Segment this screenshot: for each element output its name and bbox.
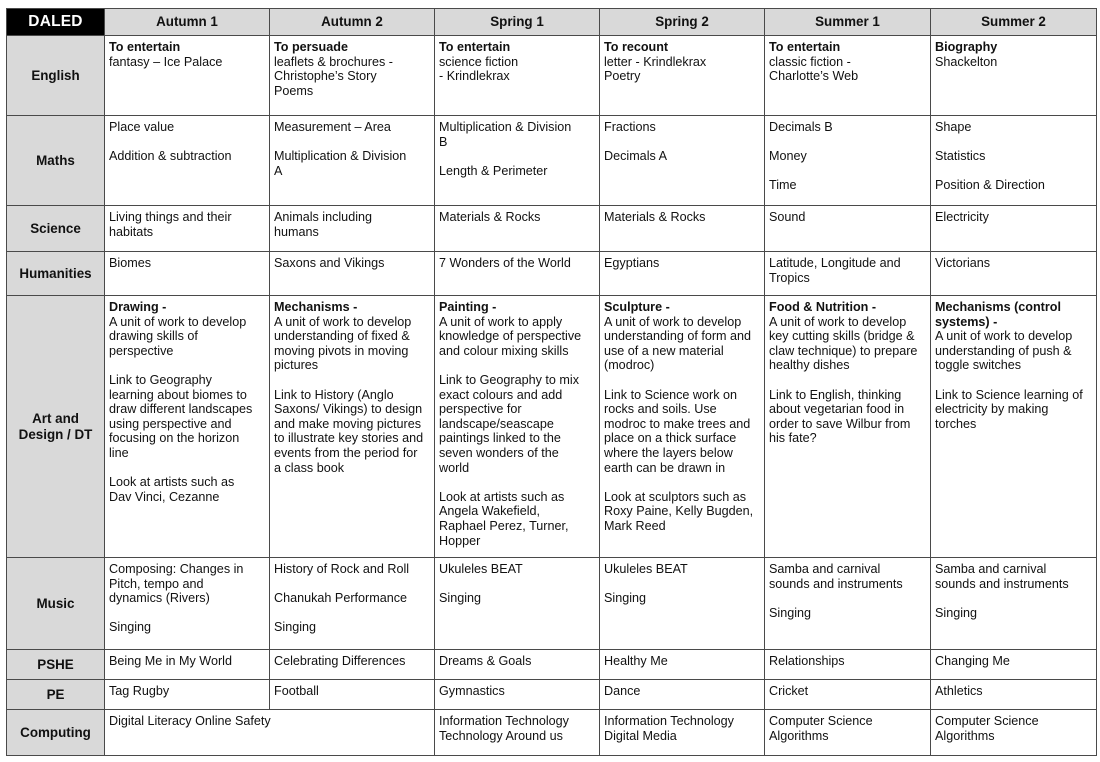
cell-pe-summer-1: Cricket [765,680,931,710]
cell-computing-summer-1: Computer Science Algorithms [765,710,931,756]
row-computing [7,710,1097,756]
cell-maths-summer-1: Decimals B Money Time [765,116,931,206]
row-music [7,558,1097,650]
cell-art-summer-2: Mechanisms (control systems) - A unit of work to develop understanding of push & toggle switches Link to Science learning of electricity by making torches [931,296,1097,558]
cell-science-summer-1: Sound [765,206,931,252]
cell-science-spring-1: Materials & Rocks [435,206,600,252]
cell-maths-spring-1: Multiplication & Division B Length & Perimeter [435,116,600,206]
row-science [7,206,1097,252]
cell-art-autumn-2: Mechanisms - A unit of work to develop understanding of fixed & moving pivots in moving pictures Link to History (Anglo Saxons/ Vikings) to design and make moving pictures to illustrate key stories and events from the period for a class book [270,296,435,558]
subject-pe: PE [7,680,105,710]
term-header-spring-1: Spring 1 [435,9,600,36]
cell-computing-autumn: Digital Literacy Online Safety [105,710,435,756]
cell-art-autumn-1: Drawing - A unit of work to develop drawing skills of perspective Link to Geography learning about biomes to draw different landscapes using perspective and focusing on the horizon line Look at artists such as Dav Vinci, Cezanne [105,296,270,558]
header-row [7,9,1097,36]
subject-humanities: Humanities [7,252,105,296]
subject-art-design: Art and Design / DT [7,296,105,558]
cell-pshe-autumn-1: Being Me in My World [105,650,270,680]
subject-science: Science [7,206,105,252]
row-maths [7,116,1097,206]
term-header-summer-1: Summer 1 [765,9,931,36]
cell-pshe-summer-1: Relationships [765,650,931,680]
cell-english-autumn-2: To persuade leaflets & brochures - Christophe’s Story Poems [270,36,435,116]
cell-english-spring-1: To entertain science fiction - Krindlekrax [435,36,600,116]
cell-art-spring-2: Sculpture - A unit of work to develop understanding of form and use of a new material (modroc) Link to Science work on rocks and soils. Use modroc to make trees and place on a thick surface where the layers below earth can be drawn in Look at sculptors such as Roxy Paine, Kelly Bugden, Mark Reed [600,296,765,558]
cell-english-autumn-1: To entertain fantasy – Ice Palace [105,36,270,116]
cell-pshe-summer-2: Changing Me [931,650,1097,680]
cell-computing-spring-2: Information Technology Digital Media [600,710,765,756]
row-english [7,36,1097,116]
subject-computing: Computing [7,710,105,756]
cell-pshe-spring-2: Healthy Me [600,650,765,680]
cell-maths-autumn-2: Measurement – Area Multiplication & Division A [270,116,435,206]
row-humanities [7,252,1097,296]
cell-humanities-autumn-2: Saxons and Vikings [270,252,435,296]
cell-pe-autumn-2: Football [270,680,435,710]
cell-english-spring-2: To recount letter - Krindlekrax Poetry [600,36,765,116]
cell-maths-autumn-1: Place value Addition & subtraction [105,116,270,206]
cell-music-autumn-1: Composing: Changes in Pitch, tempo and dynamics (Rivers) Singing [105,558,270,650]
cell-computing-spring-1: Information Technology Technology Around us [435,710,600,756]
cell-science-spring-2: Materials & Rocks [600,206,765,252]
term-header-autumn-1: Autumn 1 [105,9,270,36]
cell-pe-summer-2: Athletics [931,680,1097,710]
cell-pe-spring-2: Dance [600,680,765,710]
subject-english: English [7,36,105,116]
cell-science-autumn-2: Animals including humans [270,206,435,252]
cell-music-autumn-2: History of Rock and Roll Chanukah Performance Singing [270,558,435,650]
term-header-autumn-2: Autumn 2 [270,9,435,36]
row-pe [7,680,1097,710]
term-header-spring-2: Spring 2 [600,9,765,36]
cell-maths-summer-2: Shape Statistics Position & Direction [931,116,1097,206]
cell-music-summer-1: Samba and carnival sounds and instruments Singing [765,558,931,650]
cell-pshe-autumn-2: Celebrating Differences [270,650,435,680]
curriculum-table [6,8,1097,756]
subject-music: Music [7,558,105,650]
cell-maths-spring-2: Fractions Decimals A [600,116,765,206]
cell-humanities-autumn-1: Biomes [105,252,270,296]
school-name: DALED [7,9,105,36]
cell-humanities-summer-1: Latitude, Longitude and Tropics [765,252,931,296]
cell-computing-summer-2: Computer Science Algorithms [931,710,1097,756]
cell-pshe-spring-1: Dreams & Goals [435,650,600,680]
cell-science-summer-2: Electricity [931,206,1097,252]
cell-humanities-spring-1: 7 Wonders of the World [435,252,600,296]
cell-english-summer-1: To entertain classic fiction - Charlotte’s Web [765,36,931,116]
row-pshe [7,650,1097,680]
cell-art-summer-1: Food & Nutrition - A unit of work to develop key cutting skills (bridge & claw technique) to prepare healthy dishes Link to English, thinking about vegetarian food in order to save Wilbur from his fate? [765,296,931,558]
cell-humanities-summer-2: Victorians [931,252,1097,296]
cell-science-autumn-1: Living things and their habitats [105,206,270,252]
subject-maths: Maths [7,116,105,206]
cell-art-spring-1: Painting - A unit of work to apply knowledge of perspective and colour mixing skills Link to Geography to mix exact colours and add perspective for landscape/seascape paintings linked to the seven wonders of the world Look at artists such as Angela Wakefield, Raphael Perez, Turner, Hopper [435,296,600,558]
cell-music-spring-2: Ukuleles BEAT Singing [600,558,765,650]
cell-english-summer-2: Biography Shackelton [931,36,1097,116]
cell-humanities-spring-2: Egyptians [600,252,765,296]
cell-pe-autumn-1: Tag Rugby [105,680,270,710]
term-header-summer-2: Summer 2 [931,9,1097,36]
cell-music-spring-1: Ukuleles BEAT Singing [435,558,600,650]
subject-pshe: PSHE [7,650,105,680]
row-art-design [7,296,1097,558]
cell-pe-spring-1: Gymnastics [435,680,600,710]
cell-music-summer-2: Samba and carnival sounds and instruments Singing [931,558,1097,650]
